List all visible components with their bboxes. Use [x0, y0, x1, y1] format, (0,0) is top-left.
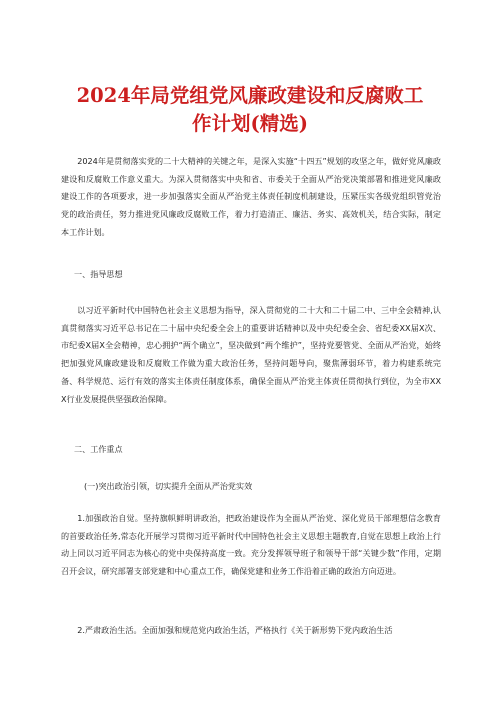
document-title-line-1: 2024年局党组党风廉政建设和反腐败工 [76, 84, 424, 107]
section-heading-work-focus: 二、工作重点 [74, 444, 123, 454]
work-item-1-text: .加强政治自觉。坚持旗帜鲜明讲政治，把政治建设作为全面从严治党、深化党员干部理想信念教育的首要政治任务,常态化开展学习贯彻习近平新时代中国特色社会主义思想主题教育,自觉在思想上政治上行动上同以习近平同志为核心的党中央保持高度一致。充分发挥领导班子和领导干部“关键少数”作用，定期召开会议，研究部署支部党建和中心重点工作，确保党建和业务工作沿着正确的政治方向迈进。 [61, 513, 441, 577]
document-title-line-2: 作计划(精选) [192, 112, 308, 135]
work-item-2-paragraph [61, 622, 441, 640]
work-item-2-text: .严肃政治生活。全面加强和规范党内政治生活，严格执行《关于新形势下党内政治生活 [82, 625, 393, 635]
guiding-thought-paragraph: 以习近平新时代中国特色社会主义思想为指导，深入贯彻党的二十大和二十届二中、三中全会精神,认真贯彻落实习近平总书记在二十届中央纪委全会上的重要讲话精神以及中央纪委全会、省纪委XX届X次、市纪委X届X全会精神，忠心拥护“两个确立”，坚决做到“两个维护”，坚持党要管党、全面从严治党，始终把加强党风廉政建设和反腐败工作做为重大政治任务，坚持问题导向，聚焦薄弱环节，着力构建系统完备、科学规范、运行有效的落实主体责任制度体系，确保全面从严治党主体责任贯彻执行到位，为全市XXX行业发展提供坚强政治保障。 [61, 305, 441, 404]
work-item-1-number: 1 [77, 513, 83, 523]
section-heading-guiding-thought: 一、指导思想 [74, 269, 123, 279]
work-item-2-number: 2 [77, 625, 83, 635]
work-item-1-paragraph [61, 510, 441, 581]
intro-paragraph: 2024年是贯彻落实党的二十大精神的关键之年，是深入实施“十四五”规划的攻坚之年，做好党风廉政建设和反腐败工作意义重大。为深入贯彻落实中央和省、市委关于全面从严治党决策部署和推进党风廉政建设工作的各项要求，进一步加强落实全面从严治党主体责任制度机制建设，压紧压实各级党组织管党治党的政治责任，努力推进党风廉政反腐败工作，着力打造清正、廉洁、务实、高效机关，结合实际，制定本工作计划。 [61, 156, 441, 237]
subsection-heading-political-leadership: (一)突出政治引领，切实提升全面从严治党实效 [84, 481, 253, 491]
